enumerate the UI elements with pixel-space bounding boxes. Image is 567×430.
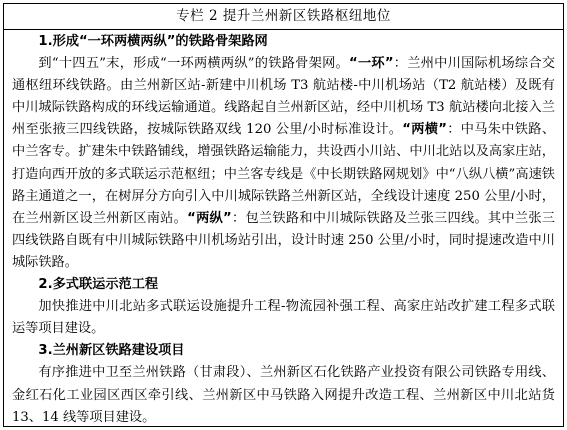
two-horizontal-term: “两横” (402, 122, 447, 138)
two-vertical-term: “两纵” (187, 210, 232, 226)
section-1-text-b: ：兰州中川国际机场综合交通枢纽环线铁路。由兰州新区站-新建中川机场 T3 航站楼-中川机场站（T2 航站楼）及既有中川城际铁路构成的环线运输通道。线路起自兰州新区站，经中川机场 T3 航站楼向北接入兰州至张掖三四线铁路，按城际铁路双线 120 公里/小时标准设计。 (12, 56, 556, 138)
section-2-heading: 2.多式联运示范工程 (38, 277, 159, 293)
section-3-body: 有序推进中卫至兰州铁路（甘肃段）、兰州新区石化铁路产业投资有限公司铁路专用线、金红石化工业园区西区牵引线、兰州新区中马铁路入网提升改造工程、兰州新区中川北站货 13、14 线等项目建设。 (12, 365, 555, 425)
section-1-body (12, 53, 555, 274)
section-3-heading: 3.兰州新区铁路建设项目 (38, 343, 185, 359)
column-title: 专栏 2 提升兰州新区铁路枢纽地位 (4, 4, 563, 30)
section-1-text-d: ：包兰铁路和中川城际铁路及兰张三四线。其中兰张三四线铁路自既有中川城际铁路中川机场站引出，设计时速 250 公里/小时，同时提速改造中川城际铁路。 (12, 210, 555, 270)
section-1-heading: 1.形成“一环两横两纵”的铁路骨架路网 (38, 34, 268, 49)
one-ring-term: “一环” (349, 56, 394, 72)
section-1-text-a: 到“十四五”末，形成“一环两横两纵”的铁路骨架网。 (38, 56, 350, 72)
column-content (4, 30, 563, 429)
section-2-body: 加快推进中川北站多式联运设施提升工程-物流园补强工程、高家庄站改扩建工程多式联运等项目建设。 (12, 299, 555, 337)
section-1-text-c: ：中马朱中铁路、中兰客专。扩建朱中铁路铺线，增强铁路运输能力，共设西小川站、中川北站以及高家庄站，打造向西开放的多式联运示范枢纽；中兰客专线是《中长期铁路网规划》中“八纵八横”高速铁路主通道之一，在树屏分方向引入中川城际铁路兰州新区站，全线设计速度 250 公里/小时，在兰州新区设兰州新区南站。 (12, 122, 556, 226)
column-box (3, 3, 564, 427)
